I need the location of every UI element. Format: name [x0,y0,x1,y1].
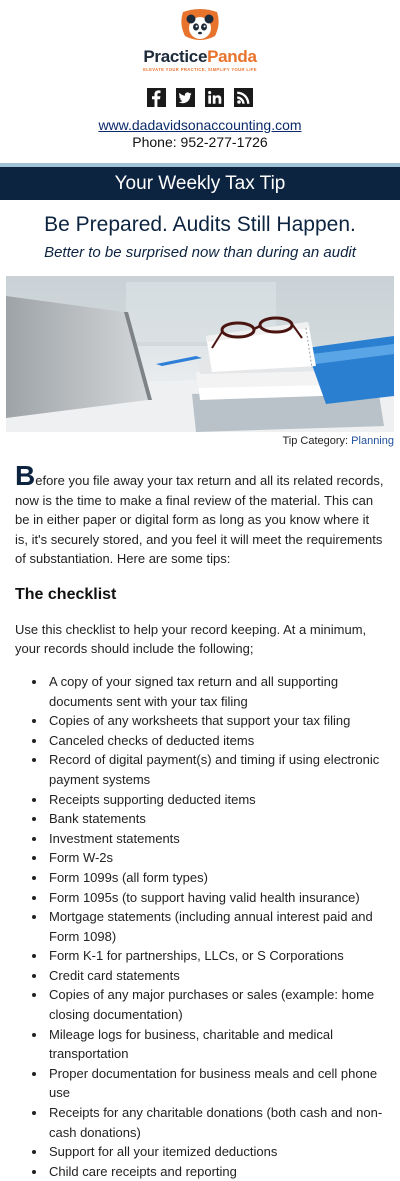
list-item: • Record of digital payment(s) and timing if using electronic payment systems [47,750,385,789]
list-item: • Mortgage statements (including annual interest paid and Form 1098) [47,907,385,946]
hero-image [6,276,394,432]
rss-icon[interactable] [234,88,253,107]
panda-logo-icon [177,8,223,46]
list-item: • Credit card statements [47,966,385,986]
article-headline: Be Prepared. Audits Still Happen. [44,213,356,236]
list-item: • Bank statements [47,809,385,829]
brand-tagline: ELEVATE YOUR PRACTICE. SIMPLIFY YOUR LIFE [143,67,257,72]
weekly-tip-banner: Your Weekly Tax Tip [0,167,400,200]
list-item: • Support for all your itemized deductions [47,1142,385,1162]
list-item: • Form W-2s [47,848,385,868]
list-item: • Form 1099s (all form types) [47,868,385,888]
tip-category-link[interactable]: Planning [351,435,394,447]
list-item: • Child care receipts and reporting [47,1162,385,1181]
brand-name-part2: Panda [207,47,257,66]
social-links [0,88,400,107]
brand-name-part1: Practice [143,47,208,66]
website-link[interactable]: www.dadavidsonaccounting.com [98,117,302,133]
practice-panda-logo[interactable] [0,0,400,72]
contact-info [0,117,400,151]
checklist-lead: Use this checklist to help your record keeping. At a minimum, your records should include the following; [15,621,367,657]
list-item: • Receipts for any charitable donations (both cash and non-cash donations) [47,1103,385,1142]
list-item: • Canceled checks of deducted items [47,731,385,751]
facebook-icon[interactable] [147,88,166,107]
intro-dropcap: B [15,460,36,491]
list-item: • Proper documentation for business meals and cell phone use [47,1064,385,1103]
checklist [15,672,385,1181]
list-item: • Copies of any major purchases or sales (example: home closing documentation) [47,985,385,1024]
list-item: • Mileage logs for business, charitable and medical transportation [47,1025,385,1064]
linkedin-icon[interactable] [205,88,224,107]
article-subhead: Better to be surprised now than during an audit [44,244,356,261]
list-item: • Receipts supporting deducted items [47,790,385,810]
list-item: • Copies of any worksheets that support your tax filing [47,711,385,731]
list-item: • Investment statements [47,829,385,849]
section-title: The checklist [15,585,117,603]
article-body [0,460,400,1181]
list-item: • Form K-1 for partnerships, LLCs, or S Corporations [47,946,385,966]
list-item: • A copy of your signed tax return and all supporting documents sent with your tax filing [47,672,385,711]
intro-paragraph [15,460,385,569]
image-caption [0,434,400,448]
twitter-icon[interactable] [176,88,195,107]
intro-text: efore you file away your tax return and all its related records, now is the time to make a final review of the material. This can be in either paper or digital form as long as you know where it is, it's securely stored, and you feel it will meet the requirements of substantiation. Here are some tips: [15,473,384,567]
list-item: • Form 1095s (to support having valid health insurance) [47,888,385,908]
phone-number: Phone: 952-277-1726 [132,134,268,150]
caption-label: Tip Category: [282,435,352,447]
